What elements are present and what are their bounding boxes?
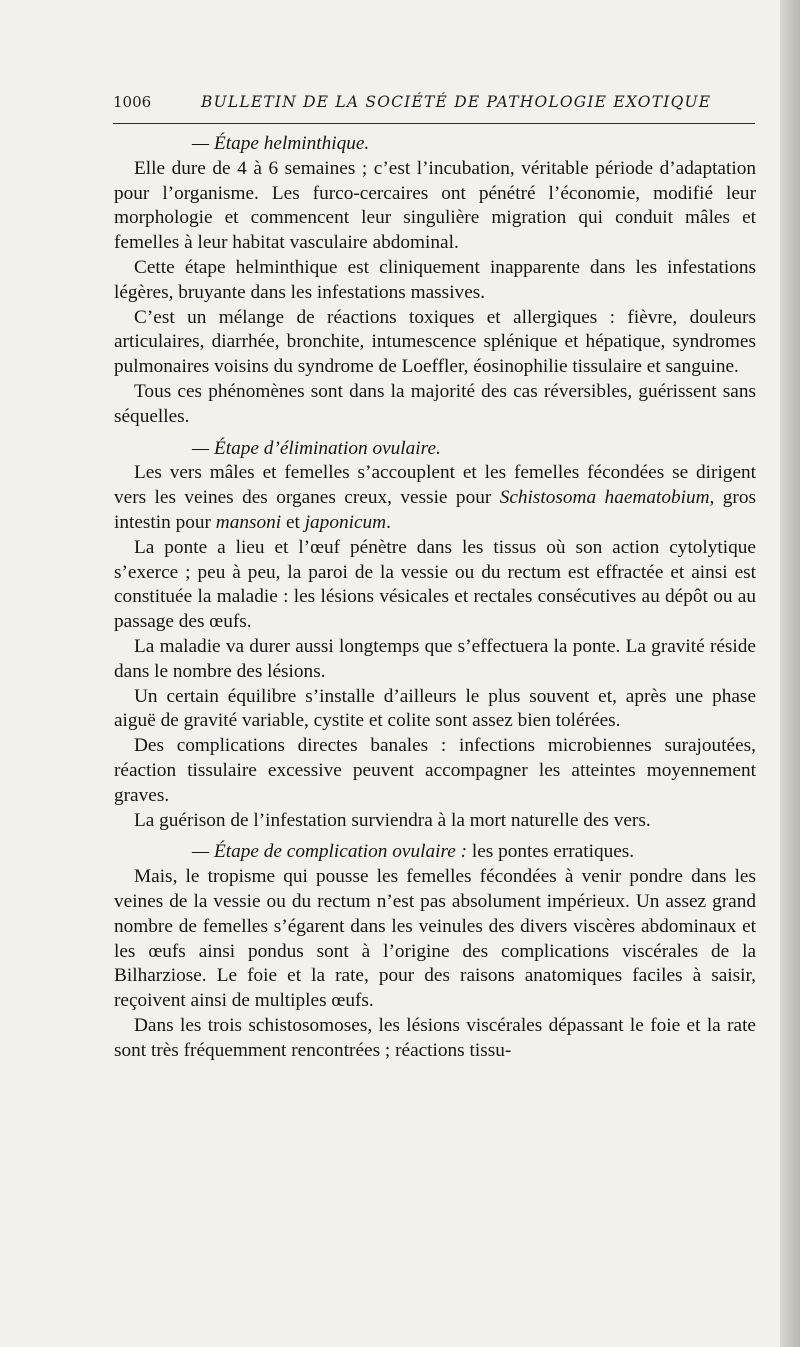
running-header [113, 93, 755, 117]
paragraph: C’est un mélange de réactions toxiques et allergiques : fièvre, douleurs articulaires, diarrhée, bronchite, intumescence splénique et hépatique, syndromes pulmonaires voisins du syndrome de Loeffler, éosinophilie tissulaire et sanguine. [114, 306, 756, 378]
paragraph: Cette étape helminthique est cliniquement inapparente dans les infestations légères, bruyante dans les infestations massives. [114, 256, 756, 303]
page-edge-shadow [780, 0, 800, 1347]
species-name: mansoni [215, 511, 282, 533]
paragraph: Tous ces phénomènes sont dans la majorité des cas réversibles, guérissent sans séquelles. [114, 380, 756, 427]
species-name: japonicum [304, 511, 387, 533]
paragraph: Elle dure de 4 à 6 semaines ; c’est l’incubation, véritable période d’adaptation pour l’organisme. Les furco-cercaires ont pénétré l’économie, modifié leur morphologie et commencent leur singulière migration qui conduit mâles et femelles à leur habitat vasculaire abdominal. [114, 157, 756, 254]
paragraph: La guérison de l’infestation surviendra à la mort naturelle des vers. [134, 809, 651, 831]
paragraph: La ponte a lieu et l’œuf pénètre dans les tissus où son action cytolytique s’exerce ; peu à peu, la paroi de la vessie ou du rectum est effractée et ainsi est constituée la maladie : les lésions vésicales et rectales consécutives au dépôt ou au passage des œufs. [114, 536, 756, 633]
species-name: Schistosoma haematobium [499, 487, 710, 509]
journal-title: BULLETIN DE LA SOCIÉTÉ DE PATHOLOGIE EXOTIQUE [201, 93, 712, 111]
paragraph: Un certain équilibre s’installe d’ailleurs le plus souvent et, après une phase aiguë de gravité variable, cystite et colite sont assez bien tolérées. [114, 685, 756, 732]
paragraph: Dans les trois schistosomoses, les lésions viscérales dépassant le foie et la rate sont très fréquemment rencontrées ; réactions tissu- [114, 1014, 756, 1061]
section-heading-helminthic: — Étape helminthique. [192, 133, 370, 154]
paragraph: Les vers mâles et femelles s’accouplent et les femelles fécondées se dirigent vers les veines des organes creux, vessie pour Schistosoma haematobium, gros intestin pour mansoni et japonicum. [114, 462, 756, 533]
header-rule [113, 123, 755, 124]
page-number: 1006 [113, 93, 152, 111]
paragraph: Mais, le tropisme qui pousse les femelles fécondées à venir pondre dans les veines de la vessie ou du rectum n’est pas absolument impérieux. Un assez grand nombre de femelles s’égarent dans les veinules des divers viscères abdominaux et les œufs ainsi pondus sont à l’origine des complications viscérales de la Bilharziose. Le foie et la rate, pour des raisons anatomiques faciles à saisir, reçoivent ainsi de multiples œufs. [114, 866, 756, 1012]
paragraph: Des complications directes banales : infections microbiennes surajoutées, réaction tissulaire excessive peuvent accompagner les atteintes moyennement graves. [114, 735, 756, 806]
section-heading-elimination: — Étape d’élimination ovulaire. [192, 437, 441, 459]
section-heading-complication: — Étape de complication ovulaire : les pontes erratiques. [192, 841, 635, 863]
article-body [114, 132, 756, 1063]
paragraph: La maladie va durer aussi longtemps que s’effectuera la ponte. La gravité réside dans le nombre des lésions. [114, 635, 756, 682]
